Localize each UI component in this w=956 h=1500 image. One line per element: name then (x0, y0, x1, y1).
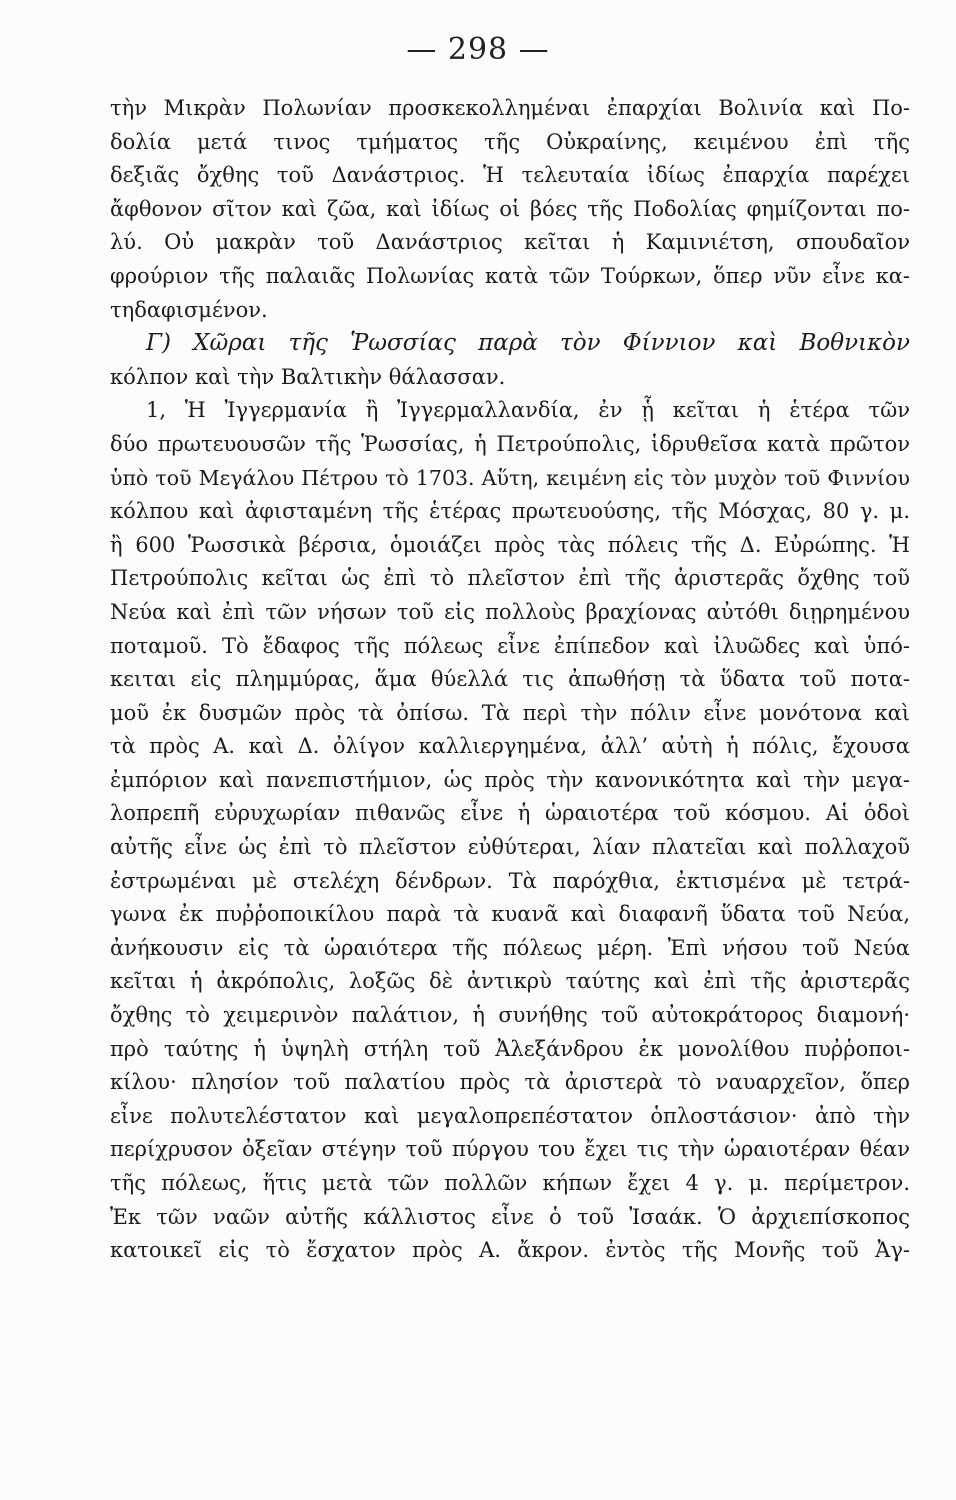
text-line: τηδαφισμένον. (110, 297, 268, 322)
text-line: κίλου· πλησίον τοῦ παλατίου πρὸς τὰ ἀριστερὰ τὸ ναυαρχεῖον, ὅπερ (110, 1070, 910, 1095)
section-heading: Γ) Χῶραι τῆς Ῥωσσίας παρὰ τὸν Φίννιον καὶ Βοθνικὸν (146, 330, 910, 357)
text-line: εἶνε πολυτελέστατον καὶ μεγαλοπρεπέστατον ὁπλοστάσιον· ἀπὸ τὴν (110, 1103, 910, 1128)
text-line: ὑπὸ τοῦ Μεγάλου Πέτρου τὸ 1703. Αὕτη, κειμένη εἰς τὸν μυχὸν τοῦ Φιννίου (110, 465, 910, 490)
text-line: Πετρούπολις κεῖται ὡς ἐπὶ τὸ πλεῖστον ἐπὶ τῆς ἀριστερᾶς ὄχθης τοῦ (110, 566, 910, 591)
text-line: ἢ 600 Ῥωσσικὰ βέρσια, ὁμοιάζει πρὸς τὰς πόλεις τῆς Δ. Εὐρώπης. Ἡ (110, 532, 910, 557)
text-line: κεῖται ἡ ἀκρόπολις, λοξῶς δὲ ἀντικρὺ ταύτης καὶ ἐπὶ τῆς ἀριστερᾶς (110, 969, 910, 994)
text-line: τῆς πόλεως, ἥτις μετὰ τῶν πολλῶν κήπων ἔχει 4 γ. μ. περίμετρον. (110, 1171, 910, 1195)
text-line: λοπρεπῆ εὐρυχωρίαν πιθανῶς εἶνε ἡ ὡραιοτέρα τοῦ κόσμου. Αἱ ὁδοὶ (110, 801, 910, 826)
text-line: ἐστρωμέναι μὲ στελέχη δένδρων. Τὰ παρόχθια, ἐκτισμένα μὲ τετρά- (110, 868, 910, 893)
text-line: τὴν Μικρὰν Πολωνίαν προσκεκολλημέναι ἐπαρχίαι Βολινία καὶ Πο- (110, 96, 910, 120)
text-line: γωνα ἐκ πυῤῥοποικίλου παρὰ τὰ κυανᾶ καὶ διαφανῆ ὕδατα τοῦ Νεύα, (110, 902, 910, 927)
text-line: δύο πρωτευουσῶν τῆς Ῥωσσίας, ἡ Πετρούπολις, ἱδρυθεῖσα κατὰ πρῶτον (110, 431, 910, 456)
text-line: ἐμπόριον καὶ πανεπιστήμιον, ὡς πρὸς τὴν κανονικότητα καὶ τὴν μεγα- (110, 767, 910, 792)
body-text (110, 92, 910, 1268)
text-line: κειται εἰς πλημμύρας, ἅμα θύελλά τις ἀπωθήσῃ τὰ ὕδατα τοῦ ποτα- (110, 667, 910, 692)
text-line: περίχρυσον ὀξεῖαν στέγην τοῦ πύργου του ἔχει τις τὴν ὡραιοτέραν θέαν (110, 1137, 910, 1162)
text-line: φρούριον τῆς παλαιᾶς Πολωνίας κατὰ τῶν Τούρκων, ὅπερ νῦν εἶνε κα- (110, 263, 910, 288)
text-line: δολία μετά τινος τμήματος τῆς Οὐκραίνης, κειμένου ἐπὶ τῆς (110, 129, 910, 154)
text-line: ἀνήκουσιν εἰς τὰ ὡραιότερα τῆς πόλεως μέρη. Ἐπὶ νήσου τοῦ Νεύα (110, 935, 910, 960)
text-line: κατοικεῖ εἰς τὸ ἔσχατον πρὸς Α. ἄκρον. ἐντὸς τῆς Μονῆς τοῦ Ἀγ- (110, 1238, 910, 1263)
text-line: δεξιᾶς ὄχθης τοῦ Δανάστριος. Ἡ τελευταία ἰδίως ἐπαρχία παρέχει (110, 163, 910, 188)
text-line: λύ. Οὐ μακρὰν τοῦ Δανάστριος κεῖται ἡ Καμινιέτση, σπουδαῖον (110, 230, 910, 255)
text-line: μοῦ ἐκ δυσμῶν πρὸς τὰ ὀπίσω. Τὰ περὶ τὴν πόλιν εἶνε μονότονα καὶ (110, 700, 910, 725)
text-line: αὐτῆς εἶνε ὡς ἐπὶ τὸ πλεῖστον εὐθύτεραι, λίαν πλατεῖαι καὶ πολλαχοῦ (110, 835, 910, 860)
text-line: Ἐκ τῶν ναῶν αὐτῆς κάλλιστος εἶνε ὁ τοῦ Ἰσαάκ. Ὁ ἀρχιεπίσκοπος (110, 1204, 910, 1229)
text-line: ὄχθης τὸ χειμερινὸν παλάτιον, ἡ συνήθης τοῦ αὐτοκράτορος διαμονή· (110, 1003, 910, 1028)
text-line: τὰ πρὸς Α. καὶ Δ. ὀλίγον καλλιεργημένα, ἀλλ’ αὐτὴ ἡ πόλις, ἔχουσα (110, 734, 910, 759)
text-line: 1, Ἡ Ἰγγερμανία ἢ Ἰγγερμαλλανδία, ἐν ᾗ κεῖται ἡ ἑτέρα τῶν (146, 398, 910, 423)
section-heading-continuation: κόλπον καὶ τὴν Βαλτικὴν θάλασσαν. (110, 364, 506, 389)
text-line: κόλπου καὶ ἀφισταμένη τῆς ἑτέρας πρωτευούσης, τῆς Μόσχας, 80 γ. μ. (110, 499, 910, 524)
text-line: Νεύα καὶ ἐπὶ τῶν νήσων τοῦ εἰς πολλοὺς βραχίονας αὐτόθι διῃρημένου (110, 599, 910, 624)
text-line: πρὸ ταύτης ἡ ὑψηλὴ στήλη τοῦ Ἀλεξάνδρου ἐκ μονολίθου πυῤῥοποι- (110, 1036, 910, 1061)
text-line: ἄφθονον σῖτον καὶ ζῶα, καὶ ἰδίως οἱ βόες τῆς Ποδολίας φημίζονται πο- (110, 196, 910, 221)
page-number: — 298 — (406, 32, 550, 67)
text-line: ποταμοῦ. Τὸ ἔδαφος τῆς πόλεως εἶνε ἐπίπεδον καὶ ἰλυῶδες καὶ ὑπό- (110, 633, 910, 658)
